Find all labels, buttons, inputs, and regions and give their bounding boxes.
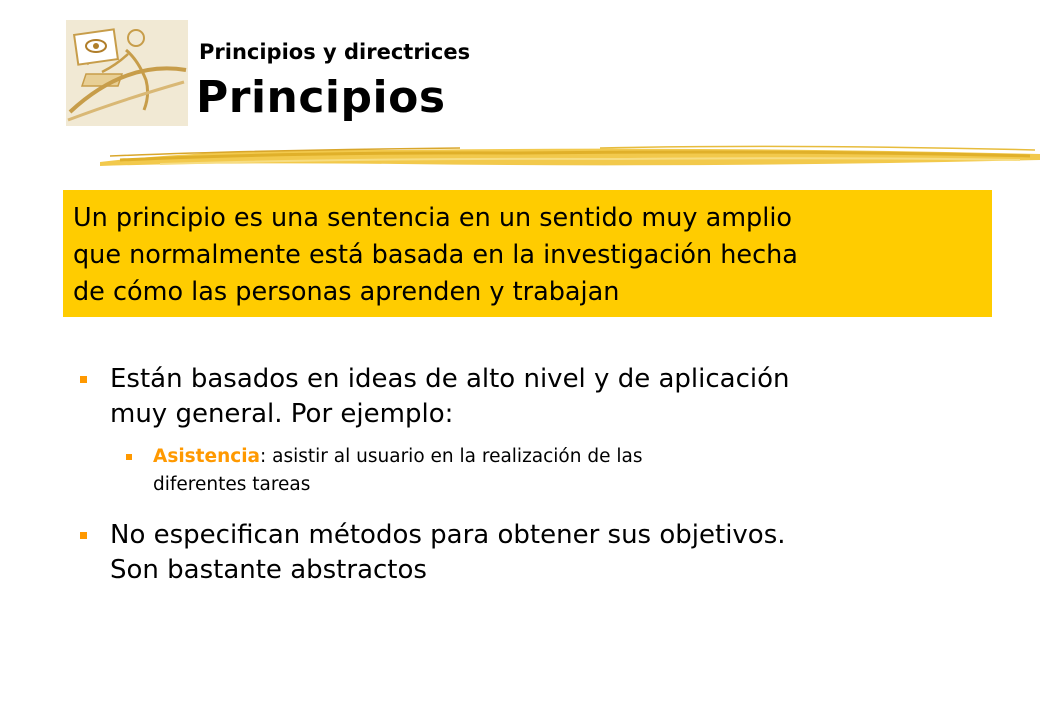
callout-line: que normalmente está basada en la investigación hecha xyxy=(73,240,798,270)
person-at-computer-logo-icon xyxy=(66,20,188,126)
presentation-logo xyxy=(66,20,188,126)
brush-stroke-divider xyxy=(100,138,1040,178)
definition-callout xyxy=(63,190,992,317)
callout-line: de cómo las personas aprenden y trabajan xyxy=(73,277,620,307)
bullet-square-icon xyxy=(80,376,87,383)
section-subtitle: Principios y directrices xyxy=(199,40,471,64)
sub-bullet-text: : asistir al usuario en la realización de las xyxy=(260,446,643,467)
brush-stroke-icon xyxy=(100,138,1040,178)
callout-line: Un principio es una sentencia en un sentido muy amplio xyxy=(73,203,793,233)
bullet-square-icon xyxy=(80,532,87,539)
sub-bullet-line xyxy=(153,443,642,471)
keyword-asistencia: Asistencia xyxy=(153,446,261,467)
bullet-line: muy general. Por ejemplo: xyxy=(110,399,454,429)
bullet-line: No especifican métodos para obtener sus objetivos. xyxy=(110,520,786,550)
bullet-line: Son bastante abstractos xyxy=(110,555,427,585)
bullet-item xyxy=(110,518,786,588)
bullet-line: Están basados en ideas de alto nivel y de aplicación xyxy=(110,364,790,394)
sub-bullet-line: diferentes tareas xyxy=(153,474,311,495)
sub-bullet-square-icon xyxy=(126,454,132,460)
sub-bullet-item xyxy=(153,443,642,499)
page-title: Principios xyxy=(196,72,446,123)
bullet-item xyxy=(110,362,789,432)
